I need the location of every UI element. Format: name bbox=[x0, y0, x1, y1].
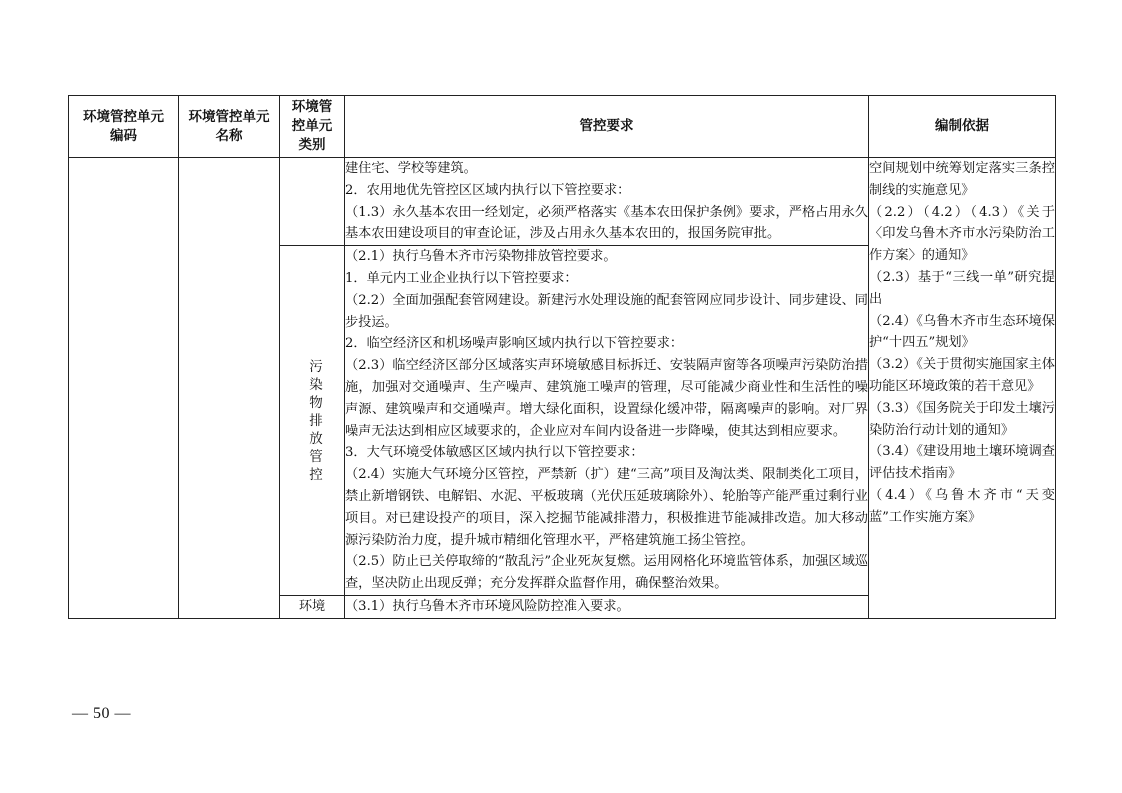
header-unit-name-line2: 名称 bbox=[215, 127, 243, 144]
regulation-table bbox=[68, 95, 1056, 619]
header-unit-category-line2: 控单元 bbox=[291, 118, 333, 134]
requirements-cell bbox=[345, 595, 869, 618]
requirements-cell bbox=[345, 158, 869, 246]
category-label: 污染物排放管控 bbox=[309, 358, 323, 483]
header-requirements: 管控要求 bbox=[345, 96, 869, 158]
requirement-line: 3．大气环境受体敏感区区域内执行以下管控要求： bbox=[345, 445, 644, 461]
basis-line: （2.4）《乌鲁木齐市生态环境保护“十四五”规划》 bbox=[869, 313, 1055, 351]
requirement-line: （3.1）执行乌鲁木齐市环境风险防控准入要求。 bbox=[345, 598, 630, 614]
basis-line: （4.4）《乌鲁木齐市“天变蓝”工作实施方案》 bbox=[869, 487, 1055, 525]
header-unit-code-line1: 环境管控单元 bbox=[83, 108, 164, 125]
header-unit-category-line1: 环境管 bbox=[291, 99, 333, 115]
requirement-line: （2.3）临空经济区部分区域落实声环境敏感目标拆迁、安装隔声窗等各项噪声污染防治措施，加强对交通噪声、生产噪声、建筑施工噪声的管理，尽可能减少商业性和生活性的噪声源、建筑噪声和交通噪声。增大绿化面积，设置绿化缓冲带，隔离噪声的影响。对厂界噪声无法达到相应区域要求的，企业应对车间内设备进一步降噪，使其达到相应要求。 bbox=[345, 358, 868, 439]
requirement-line: 2．临空经济区和机场噪声影响区域内执行以下管控要求： bbox=[345, 336, 684, 352]
basis-cell bbox=[869, 158, 1056, 619]
table-row bbox=[69, 158, 1056, 246]
header-unit-category-line3: 类别 bbox=[298, 137, 326, 153]
unit-name-cell bbox=[179, 158, 280, 619]
table-header-row bbox=[69, 96, 1056, 158]
requirement-line: （1.3）永久基本农田一经划定，必须严格落实《基本农田保护条例》要求，严格占用永久基本农田建设项目的审查论证，涉及占用永久基本农田的，报国务院审批。 bbox=[345, 204, 868, 242]
requirement-line: （2.4）实施大气环境分区管控，严禁新（扩）建“三高”项目及淘汰类、限制类化工项目，禁止新增钢铁、电解铝、水泥、平板玻璃（光伏压延玻璃除外）、轮胎等产能严重过剩行业项目。对已建设投产的项目，深入挖掘节能减排潜力，积极推进节能减排改造。加大移动源污染防治力度，提升城市精细化管理水平，严格建筑施工扬尘管控。 bbox=[345, 467, 868, 548]
header-unit-code bbox=[69, 96, 179, 158]
header-unit-code-line2: 编码 bbox=[110, 127, 137, 144]
requirement-line: （2.1）执行乌鲁木齐市污染物排放管控要求。 bbox=[345, 249, 617, 265]
requirement-line: 2．农用地优先管控区区域内执行以下管控要求： bbox=[345, 182, 631, 198]
basis-line: （2.2）（4.2）（4.3）《关于〈印发乌鲁木齐市水污染防治工作方案〉的通知》 bbox=[869, 204, 1055, 264]
category-cell: 环境 bbox=[280, 595, 345, 618]
basis-line: （3.4）《建设用地土壤环境调查评估技术指南》 bbox=[869, 444, 1055, 482]
requirement-line: 建住宅、学校等建筑。 bbox=[345, 161, 477, 176]
requirement-line: （2.2）全面加强配套管网建设。新建污水处理设施的配套管网应同步设计、同步建设、同步投运。 bbox=[345, 292, 868, 330]
category-cell bbox=[280, 158, 345, 246]
basis-line: （3.3）《国务院关于印发土壤污染防治行动计划的通知》 bbox=[869, 400, 1055, 438]
requirement-line: （2.5）防止已关停取缔的“散乱污”企业死灰复燃。运用网格化环境监管体系，加强区域巡查，坚决防止出现反弹；充分发挥群众监督作用，确保整治效果。 bbox=[345, 554, 868, 592]
requirements-cell bbox=[345, 246, 869, 596]
basis-line: （3.2）《关于贯彻实施国家主体功能区环境政策的若干意见》 bbox=[869, 357, 1055, 394]
header-unit-category bbox=[280, 96, 345, 158]
basis-line: 空间规划中统筹划定落实三条控制线的实施意见》 bbox=[869, 161, 1055, 198]
category-cell bbox=[280, 246, 345, 596]
unit-code-cell bbox=[69, 158, 179, 619]
requirement-line: 1．单元内工业企业执行以下管控要求： bbox=[345, 270, 578, 286]
header-unit-name-line1: 环境管控单元 bbox=[188, 108, 270, 125]
page-number: — 50 — bbox=[72, 705, 131, 722]
header-basis: 编制依据 bbox=[869, 96, 1056, 158]
basis-line: （2.3）基于“三线一单”研究提出 bbox=[869, 269, 1055, 307]
header-unit-name bbox=[179, 96, 280, 158]
